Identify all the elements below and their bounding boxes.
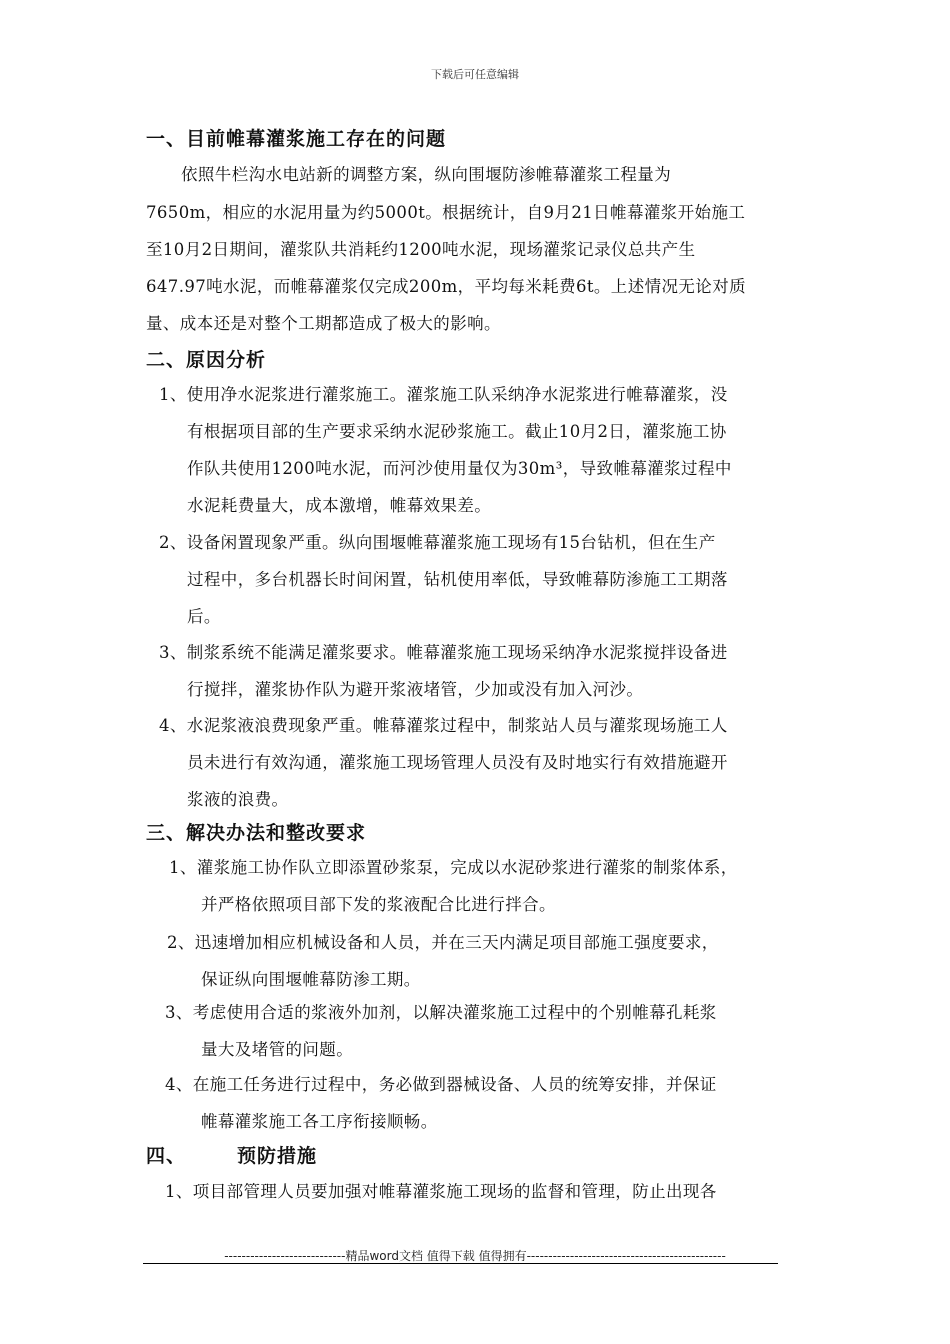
paragraph-line: 依照牛栏沟水电站新的调整方案，纵向围堰防渗帷幕灌浆工程量为 xyxy=(181,165,672,184)
list-item-line: 后。 xyxy=(187,607,221,626)
list-item-line: 4、水泥浆液浪费现象严重。帷幕灌浆过程中，制浆站人员与灌浆现场施工人 xyxy=(159,716,728,735)
section-heading-3: 三、解决办法和整改要求 xyxy=(146,822,367,844)
list-item-line: 行搅拌，灌浆协作队为避开浆液堵管，少加或没有加入河沙。 xyxy=(187,680,644,699)
list-item-line: 3、考虑使用合适的浆液外加剂，以解决灌浆施工过程中的个别帷幕孔耗浆 xyxy=(165,1003,717,1022)
list-item-line: 2、设备闲置现象严重。纵向围堰帷幕灌浆施工现场有15台钻机，但在生产 xyxy=(159,533,716,552)
paragraph-line: 量、成本还是对整个工期都造成了极大的影响。 xyxy=(146,314,501,333)
list-item-line: 帷幕灌浆施工各工序衔接顺畅。 xyxy=(201,1112,438,1131)
list-item-line: 量大及堵管的问题。 xyxy=(201,1040,354,1059)
section-heading-4-number: 四、 xyxy=(146,1145,187,1167)
list-item-line: 浆液的浪费。 xyxy=(187,790,289,809)
footer-divider xyxy=(143,1263,778,1264)
paragraph-line: 647.97吨水泥，而帷幕灌浆仅完成200m，平均每米耗费6t。上述情况无论对质 xyxy=(146,277,747,296)
list-item-line: 2、迅速增加相应机械设备和人员，并在三天内满足项目部施工强度要求， xyxy=(167,933,719,952)
list-item-line: 4、在施工任务进行过程中，务必做到器械设备、人员的统筹安排，并保证 xyxy=(165,1075,717,1094)
section-heading-1: 一、目前帷幕灌浆施工存在的问题 xyxy=(146,128,447,150)
list-item-line: 保证纵向围堰帷幕防渗工期。 xyxy=(201,970,421,989)
list-item-line: 1、使用净水泥浆进行灌浆施工。灌浆施工队采纳净水泥浆进行帷幕灌浆，没 xyxy=(159,385,728,404)
list-item-line: 作队共使用1200吨水泥，而河沙使用量仅为30m³，导致帷幕灌浆过程中 xyxy=(187,459,732,478)
section-heading-4: 预防措施 xyxy=(237,1145,318,1167)
page-footer: ----------------------------精品word文档 值得下载 值得拥有---------------------------------------------- xyxy=(224,1249,726,1263)
list-item-line: 员未进行有效沟通，灌浆施工现场管理人员没有及时地实行有效措施避开 xyxy=(187,753,728,772)
page-header: 下载后可任意编辑 xyxy=(431,68,519,81)
paragraph-line: 至10月2日期间，灌浆队共消耗约1200吨水泥，现场灌浆记录仪总共产生 xyxy=(146,240,696,259)
list-item-line: 1、灌浆施工协作队立即添置砂浆泵，完成以水泥砂浆进行灌浆的制浆体系， xyxy=(169,858,738,877)
list-item-line: 并严格依照项目部下发的浆液配合比进行拌合。 xyxy=(201,895,556,914)
list-item-line: 3、制浆系统不能满足灌浆要求。帷幕灌浆施工现场采纳净水泥浆搅拌设备进 xyxy=(159,643,728,662)
list-item-line: 1、项目部管理人员要加强对帷幕灌浆施工现场的监督和管理，防止出现各 xyxy=(165,1182,717,1201)
section-heading-2: 二、原因分析 xyxy=(146,349,267,371)
list-item-line: 过程中，多台机器长时间闲置，钻机使用率低，导致帷幕防渗施工工期落 xyxy=(187,570,728,589)
list-item-line: 水泥耗费量大，成本激增，帷幕效果差。 xyxy=(187,496,492,515)
paragraph-line: 7650m，相应的水泥用量为约5000t。根据统计，自9月21日帷幕灌浆开始施工 xyxy=(146,203,746,222)
list-item-line: 有根据项目部的生产要求采纳水泥砂浆施工。截止10月2日，灌浆施工协 xyxy=(187,422,727,441)
